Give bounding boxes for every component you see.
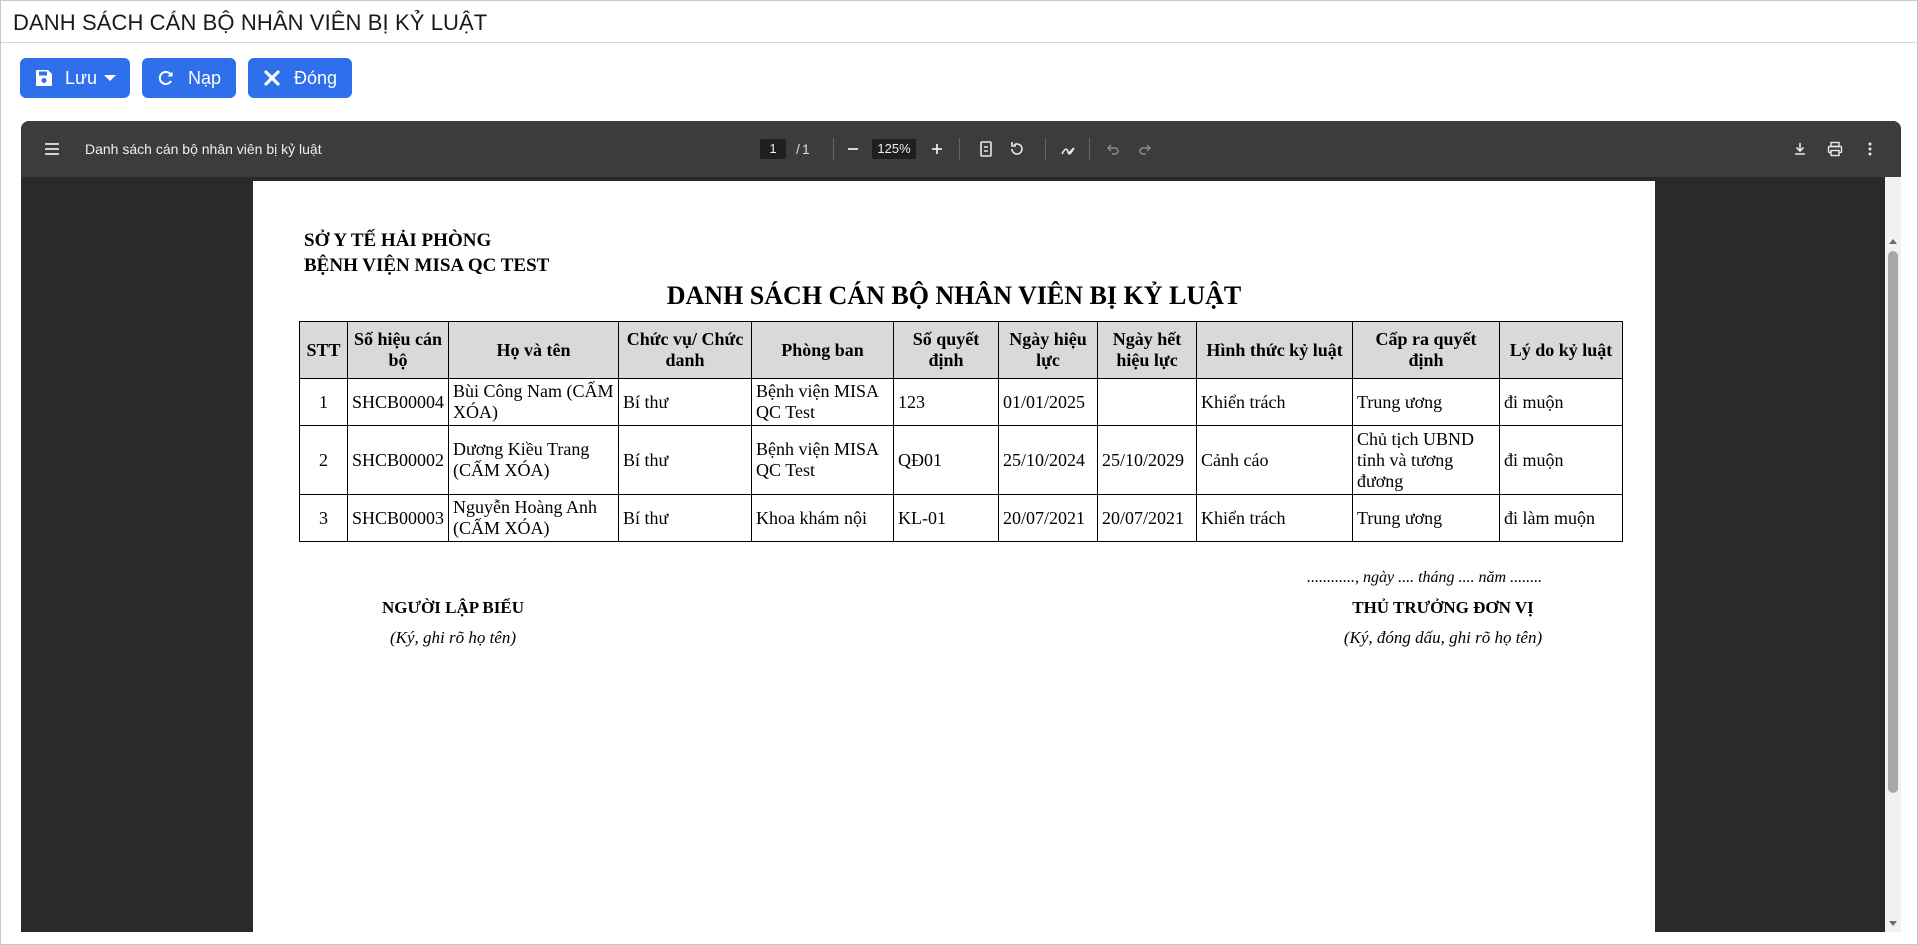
table-row <box>300 495 1623 542</box>
signature-date-line: ............, ngày .... tháng .... năm ........ <box>1307 569 1543 586</box>
table-cell: Bệnh viện MISA QC Test <box>752 426 894 495</box>
refresh-icon <box>157 68 176 88</box>
table-row <box>300 379 1623 426</box>
table-cell: KL-01 <box>894 495 999 542</box>
table-cell: đi muộn <box>1500 379 1623 426</box>
pdf-toolbar <box>21 121 1901 177</box>
download-icon[interactable] <box>1789 138 1811 160</box>
chevron-down-icon[interactable] <box>104 75 116 81</box>
table-cell: Khiển trách <box>1197 495 1353 542</box>
scrollbar-thumb[interactable] <box>1888 251 1898 793</box>
table-cell: 25/10/2024 <box>999 426 1098 495</box>
org-line-hospital: BỆNH VIỆN MISA QC TEST <box>304 255 550 276</box>
table-cell: 123 <box>894 379 999 426</box>
page-number-input[interactable]: 1 <box>760 139 786 159</box>
table-cell: Nguyễn Hoàng Anh (CẤM XÓA) <box>449 495 619 542</box>
org-line-department: SỞ Y TẾ HẢI PHÒNG <box>304 230 492 251</box>
undo-icon[interactable] <box>1102 138 1124 160</box>
vertical-scrollbar[interactable] <box>1885 177 1901 932</box>
reload-button[interactable] <box>142 58 236 98</box>
table-cell: 20/07/2021 <box>1098 495 1197 542</box>
preparer-note: (Ký, ghi rõ họ tên) <box>389 628 517 647</box>
rotate-icon[interactable] <box>1006 138 1028 160</box>
table-cell: Cảnh cáo <box>1197 426 1353 495</box>
table-cell: 3 <box>300 495 348 542</box>
zoom-out-icon[interactable] <box>842 138 864 160</box>
head-of-unit-title: THỦ TRƯỞNG ĐƠN VỊ <box>1352 598 1534 617</box>
preparer-title: NGƯỜI LẬP BIỂU <box>381 598 524 617</box>
organization-header <box>304 228 549 278</box>
toolbar-divider <box>833 138 834 160</box>
page-separator: / <box>796 141 800 157</box>
save-button-label: Lưu <box>65 67 98 88</box>
table-cell: QĐ01 <box>894 426 999 495</box>
table-cell: 20/07/2021 <box>999 495 1098 542</box>
menu-icon[interactable] <box>41 138 63 160</box>
column-header: Ngày hết hiệu lực <box>1098 322 1197 379</box>
head-of-unit-note: (Ký, đóng dấu, ghi rõ họ tên) <box>1343 628 1543 647</box>
redo-icon[interactable] <box>1134 138 1156 160</box>
table-row <box>300 426 1623 495</box>
table-cell: 25/10/2029 <box>1098 426 1197 495</box>
table-cell: SHCB00004 <box>348 379 449 426</box>
column-header: Số hiệu cán bộ <box>348 322 449 379</box>
column-header: Phòng ban <box>752 322 894 379</box>
table-cell: 1 <box>300 379 348 426</box>
toolbar-divider <box>1089 138 1090 160</box>
action-bar <box>20 58 352 98</box>
table-cell: 2 <box>300 426 348 495</box>
save-button[interactable] <box>20 58 130 98</box>
report-heading: DANH SÁCH CÁN BỘ NHÂN VIÊN BỊ KỶ LUẬT <box>666 281 1242 310</box>
toolbar-divider <box>959 138 960 160</box>
column-header: Số quyết định <box>894 322 999 379</box>
column-header: Lý do kỷ luật <box>1500 322 1623 379</box>
column-header: Chức vụ/ Chức danh <box>619 322 752 379</box>
table-cell: SHCB00002 <box>348 426 449 495</box>
zoom-level-input[interactable]: 125% <box>872 139 916 159</box>
table-header-row <box>300 322 1623 379</box>
more-options-icon[interactable] <box>1859 138 1881 160</box>
fit-page-icon[interactable] <box>975 138 997 160</box>
pdf-viewer <box>21 121 1901 932</box>
table-cell: Trung ương <box>1353 379 1500 426</box>
column-header: Ngày hiệu lực <box>999 322 1098 379</box>
zoom-in-icon[interactable] <box>926 138 948 160</box>
table-cell: Chủ tịch UBND tỉnh và tương đương <box>1353 426 1500 495</box>
close-button[interactable] <box>248 58 352 98</box>
table-cell: Dương Kiều Trang (CẤM XÓA) <box>449 426 619 495</box>
scroll-down-arrow-icon[interactable] <box>1889 921 1897 926</box>
column-header: Hình thức kỷ luật <box>1197 322 1353 379</box>
column-header: STT <box>300 322 348 379</box>
table-cell: đi làm muộn <box>1500 495 1623 542</box>
column-header: Cấp ra quyết định <box>1353 322 1500 379</box>
table-cell: SHCB00003 <box>348 495 449 542</box>
column-header: Họ và tên <box>449 322 619 379</box>
page-total: 1 <box>802 141 810 157</box>
print-icon[interactable] <box>1824 138 1846 160</box>
table-cell: Bí thư <box>619 426 752 495</box>
pdf-document-title: Danh sách cán bộ nhân viên bị kỷ luật <box>85 141 322 157</box>
table-cell: Khoa khám nội <box>752 495 894 542</box>
toolbar-divider <box>1045 138 1046 160</box>
table-cell: Khiển trách <box>1197 379 1353 426</box>
table-cell <box>1098 379 1197 426</box>
scroll-up-arrow-icon[interactable] <box>1889 239 1897 244</box>
floppy-disk-icon <box>35 68 53 88</box>
pdf-page <box>253 181 1655 932</box>
title-bar <box>1 1 1918 43</box>
table-cell: đi muộn <box>1500 426 1623 495</box>
table-cell: Bí thư <box>619 495 752 542</box>
close-icon <box>263 68 282 88</box>
table-cell: Bệnh viện MISA QC Test <box>752 379 894 426</box>
reload-button-label: Nạp <box>187 67 221 88</box>
annotate-icon[interactable] <box>1057 138 1079 160</box>
page-title: DANH SÁCH CÁN BỘ NHÂN VIÊN BỊ KỶ LUẬT <box>13 10 488 35</box>
table-cell: Bí thư <box>619 379 752 426</box>
table-cell: 01/01/2025 <box>999 379 1098 426</box>
close-button-label: Đóng <box>293 67 337 88</box>
table-cell: Bùi Công Nam (CẤM XÓA) <box>449 379 619 426</box>
discipline-table <box>299 321 1623 542</box>
table-cell: Trung ương <box>1353 495 1500 542</box>
